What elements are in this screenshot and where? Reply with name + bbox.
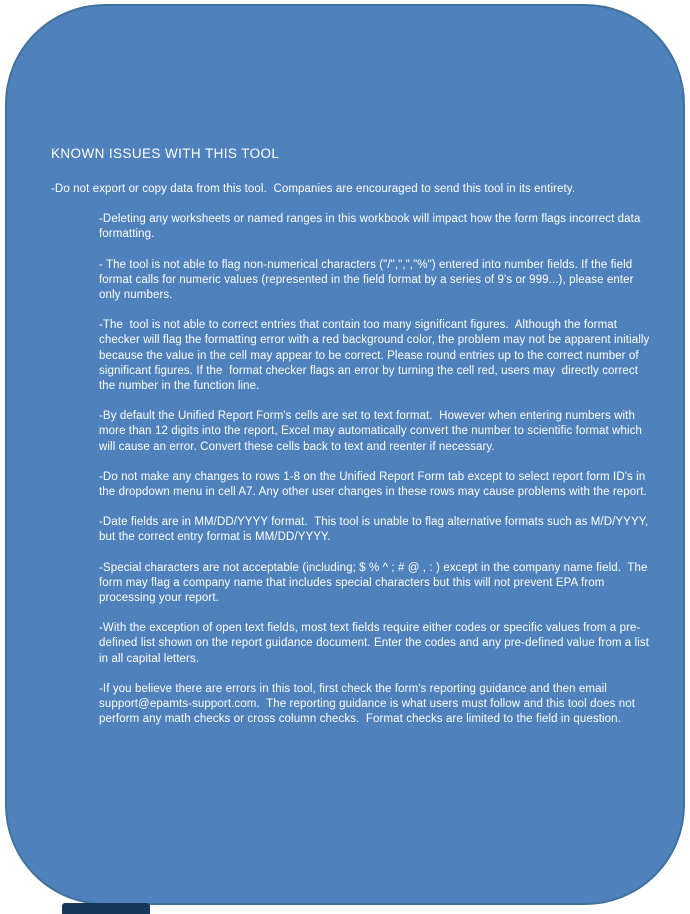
- paragraph-date-fields: -Date fields are in MM/DD/YYYY format. This tool is unable to flag alternative formats such as M/D/YYYY, but the correct entry format is MM/DD/YYYY.: [99, 516, 652, 544]
- paragraph-non-numerical-characters: - The tool is not able to flag non-numerical characters ("/",",","%") entered into number fields. If the field format calls for numeric values (represented in the field format by a series of 9's or 999...), please enter only numbers.: [99, 258, 637, 302]
- paragraph-rows-1-8: -Do not make any changes to rows 1-8 on the Unified Report Form tab except to select report form ID's in the dropdown menu in cell A7. Any other user changes in these rows may cause problems with the report.: [99, 470, 649, 499]
- paragraph-special-characters: -Special characters are not acceptable (including; $ % ^ ; # @ , : ) except in the company name field. The form may flag a company name that includes special characters but this will not prevent EPA from processing your report.: [99, 561, 651, 605]
- page-title: KNOWN ISSUES WITH THIS TOOL: [51, 146, 280, 161]
- paragraph-support-email: -If you believe there are errors in this tool, first check the form's reporting guidance and then email support@epamts-support.com. The reporting guidance is what users must follow and this tool does not perform any math checks or cross column checks. Format checks are limited to the field in question.: [99, 682, 639, 726]
- text-block: [51, 146, 657, 742]
- paragraph-predefined-lists: -With the exception of open text fields, most text fields require either codes or specific values from a pre-defined list shown on the report guidance document. Enter the codes and any pre-defined value from a list in all capital letters.: [99, 622, 653, 665]
- next-shape-peek: [62, 903, 150, 914]
- paragraph-export-warning: -Do not export or copy data from this tool. Companies are encouraged to send this tool in its entirety.: [51, 183, 576, 195]
- paragraph-significant-figures: -The tool is not able to correct entries that contain too many significant figures. Although the format checker will flag the formatting error with a red background color, the problem may not be apparent initially because the value in the cell may appear to be correct. Please round entries up to the correct number of significant figures. If the format checker flags an error by turning the cell red, users may directly correct the number in the function line.: [99, 319, 653, 393]
- paragraph-deleting-worksheets: -Deleting any worksheets or named ranges in this workbook will impact how the form flags incorrect data formatting.: [99, 213, 644, 241]
- rounded-rectangle-shape: [5, 4, 685, 905]
- paragraph-text-format-cells: -By default the Unified Report Form's cells are set to text format. However when entering numbers with more than 12 digits into the report, Excel may automatically convert the number to scientific format which will cause an error. Convert these cells back to text and reenter if necessary.: [99, 410, 646, 453]
